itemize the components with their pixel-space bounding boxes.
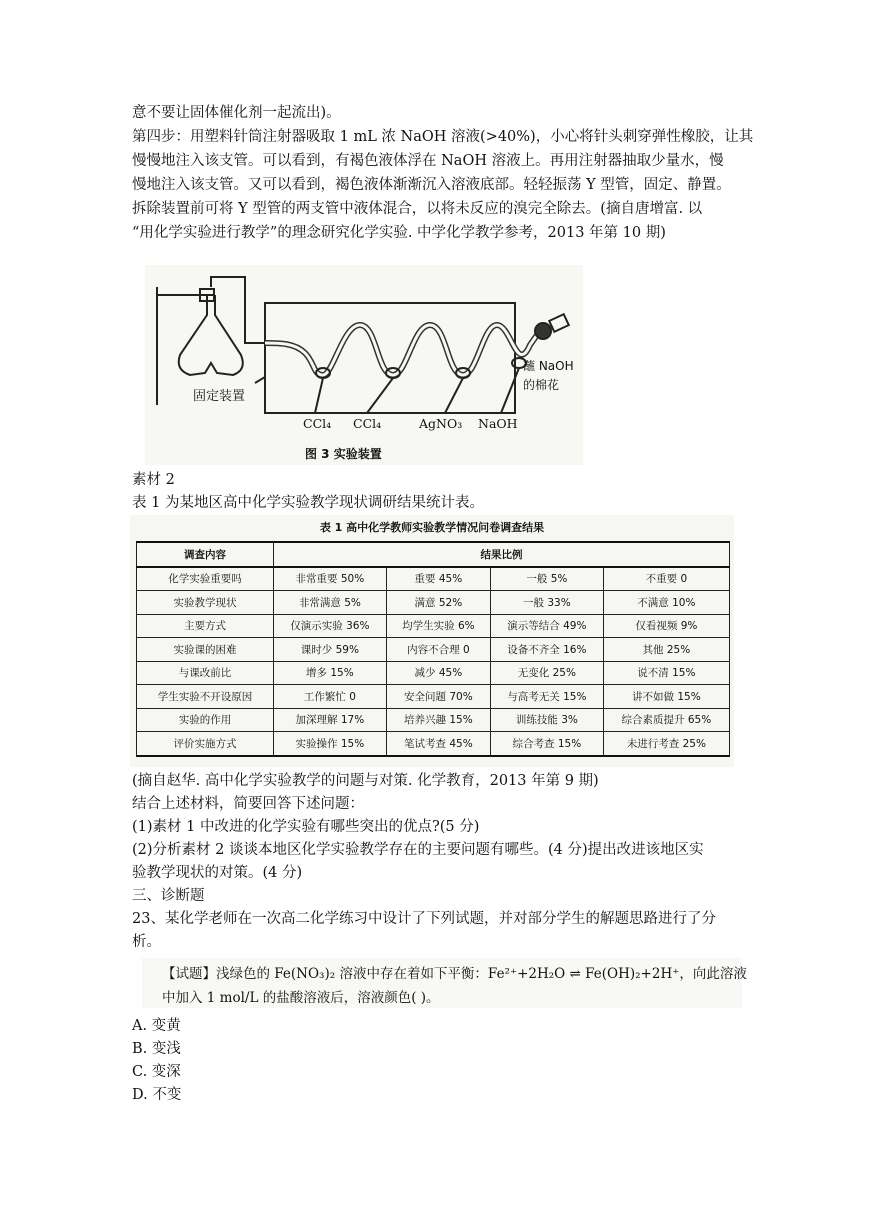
table-row-label: 化学实验重要吗 [137, 567, 274, 591]
table-row [137, 661, 730, 685]
table-row-label: 实验课的困难 [137, 638, 274, 662]
table-header-cell: 调查内容 [137, 542, 274, 567]
reagent-label-3: AgNO₃ [419, 416, 463, 431]
label-pointer-4 [501, 368, 519, 413]
table-cell: 仅看视频 9% [603, 614, 729, 638]
table-cell: 工作繁忙 0 [274, 685, 387, 709]
table-cell: 其他 25% [603, 638, 729, 662]
question-line-1: 【试题】浅绿色的 Fe(NO₃)₂ 溶液中存在着如下平衡：Fe²⁺+2H₂O ⇌ Fe(OH)₂+2H⁺，向此溶液 [162, 966, 747, 982]
text-line: (摘自赵华. 高中化学实验教学的问题与对策. 化学教育，2013 年第 9 期) [132, 773, 599, 789]
label-pointer-3 [445, 378, 463, 413]
table-row-label: 与课改前比 [137, 661, 274, 685]
text-line: “用化学实验进行教学”的理念研究化学实验. 中学化学教学参考，2013 年第 10 期) [132, 225, 666, 241]
experiment-apparatus-figure [145, 265, 583, 465]
table-row [137, 708, 730, 732]
table-row-label: 主要方式 [137, 614, 274, 638]
table-cell: 仅演示实验 36% [274, 614, 387, 638]
table-cell: 实验操作 15% [274, 732, 387, 756]
table-row [137, 591, 730, 615]
table-cell: 不重要 0 [603, 567, 729, 591]
survey-table-image [130, 515, 734, 767]
table-cell: 未进行考查 25% [603, 732, 729, 756]
table-cell: 一般 33% [490, 591, 603, 615]
label-pointer-1 [315, 378, 323, 413]
table-cell: 均学生实验 6% [386, 614, 490, 638]
table-cell: 与高考无关 15% [490, 685, 603, 709]
text-line: (2)分析素材 2 谈谈本地区化学实验教学存在的主要问题有哪些。(4 分)提出改进该地区实 [132, 842, 704, 858]
table-cell: 说不清 15% [603, 661, 729, 685]
outlet-tube [549, 314, 569, 332]
table-cell: 一般 5% [490, 567, 603, 591]
table-row [137, 567, 730, 591]
table-cell: 安全问题 70% [386, 685, 490, 709]
table-cell: 重要 45% [386, 567, 490, 591]
table-row [137, 685, 730, 709]
table-cell: 讲不如做 15% [603, 685, 729, 709]
table-cell: 无变化 25% [490, 661, 603, 685]
table-cell: 内容不合理 0 [386, 638, 490, 662]
table-row-label: 评价实施方式 [137, 732, 274, 756]
table-cell: 减少 45% [386, 661, 490, 685]
table-row [137, 614, 730, 638]
table-cell: 培养兴趣 15% [386, 708, 490, 732]
cotton-label-2: 的棉花 [523, 378, 560, 392]
question-image [142, 958, 747, 1008]
text-line: 析。 [132, 934, 161, 950]
table-header-row [137, 542, 730, 567]
table-cell: 课时少 59% [274, 638, 387, 662]
option-c: C. 变深 [132, 1064, 181, 1080]
reagent-label-1: CCl₄ [303, 416, 332, 431]
table-cell: 加深理解 17% [274, 708, 387, 732]
table-cell: 设备不齐全 16% [490, 638, 603, 662]
table-cell: 综合考查 15% [490, 732, 603, 756]
cotton-plug [535, 323, 551, 339]
text-line: 23、某化学老师在一次高二化学练习中设计了下列试题，并对部分学生的解题思路进行了分 [132, 911, 716, 927]
table-row-label: 实验教学现状 [137, 591, 274, 615]
table-cell: 不满意 10% [603, 591, 729, 615]
table-row [137, 732, 730, 756]
table-cell: 增多 15% [274, 661, 387, 685]
table-row-label: 学生实验不开设原因 [137, 685, 274, 709]
text-line: (1)素材 1 中改进的化学实验有哪些突出的优点?(5 分) [132, 819, 480, 835]
table-cell: 非常满意 5% [274, 591, 387, 615]
figure-caption: 图 3 实验装置 [305, 447, 382, 461]
table-cell: 非常重要 50% [274, 567, 387, 591]
y-tube [179, 295, 243, 375]
apparatus-drawing [145, 265, 583, 465]
cotton-label-1: 蘸 NaOH [523, 359, 574, 373]
fixed-label: 固定装置 [193, 389, 246, 404]
option-d: D. 不变 [132, 1087, 182, 1103]
text-line: 意不要让固体催化剂一起流出)。 [132, 105, 341, 121]
pointer-line [255, 377, 265, 383]
table-cell: 演示等结合 49% [490, 614, 603, 638]
text-line: 拆除装置前可将 Y 型管的两支管中液体混合，以将未反应的溴完全除去。(摘自唐增富. 以 [132, 201, 703, 217]
table-row [137, 638, 730, 662]
table-title: 表 1 高中化学教师实验教学情况问卷调查结果 [319, 521, 545, 534]
table-cell: 训练技能 3% [490, 708, 603, 732]
label-pointer-2 [367, 378, 393, 413]
table-cell: 综合素质提升 65% [603, 708, 729, 732]
material2-intro: 表 1 为某地区高中化学实验教学现状调研结果统计表。 [132, 495, 484, 511]
table-header-cell: 结果比例 [274, 542, 730, 567]
text-line: 第四步：用塑料针筒注射器吸取 1 mL 浓 NaOH 溶液(>40%)，小心将针头刺穿弹性橡胶，让其 [132, 129, 754, 145]
table-cell: 满意 52% [386, 591, 490, 615]
section-heading: 三、诊断题 [132, 888, 205, 904]
question-line-2: 中加入 1 mol/L 的盐酸溶液后，溶液颜色( )。 [162, 990, 440, 1006]
text-line: 慢慢地注入该支管。可以看到，有褐色液体浮在 NaOH 溶液上。再用注射器抽取少量水，慢 [132, 153, 724, 169]
option-a: A. 变黄 [132, 1018, 181, 1034]
text-line: 慢地注入该支管。又可以看到，褐色液体渐渐沉入溶液底部。轻轻振荡 Y 型管，固定、静置。 [132, 177, 731, 193]
text-line: 验教学现状的对策。(4 分) [132, 865, 303, 881]
reagent-label-2: CCl₄ [353, 416, 382, 431]
survey-table [136, 541, 730, 757]
reagent-label-4: NaOH [478, 416, 518, 431]
table-row-label: 实验的作用 [137, 708, 274, 732]
connecting-tube [211, 277, 265, 343]
table-cell: 笔试考查 45% [386, 732, 490, 756]
option-b: B. 变浅 [132, 1041, 181, 1057]
material2-heading: 素材 2 [132, 472, 175, 488]
text-line: 结合上述材料，简要回答下述问题： [132, 796, 364, 812]
